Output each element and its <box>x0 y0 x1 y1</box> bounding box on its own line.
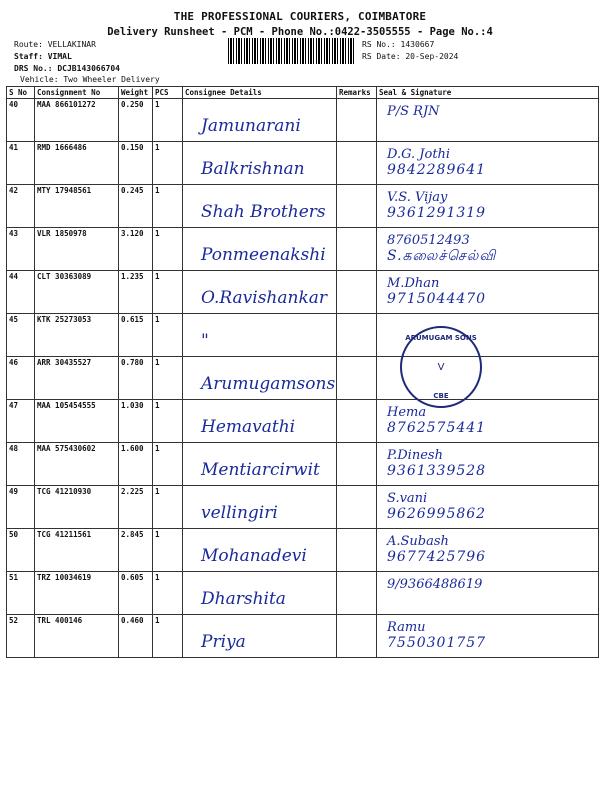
handwritten-signature: M.Dhan <box>387 276 440 291</box>
consignment-cell: RMD 1666486 <box>35 142 119 185</box>
consignee-cell <box>183 529 337 572</box>
remarks-cell <box>337 615 377 658</box>
consignee-handwritten-name: Mentiarcirwit <box>201 460 320 480</box>
drs-label: DRS No.: <box>14 64 53 73</box>
stamp-top: ARUMUGAM SONS <box>405 334 477 342</box>
handwritten-signature: 8760512493 <box>387 233 470 248</box>
route-label: Route: <box>14 40 43 49</box>
consignee-handwritten-name: Ponmeenakshi <box>201 245 326 265</box>
consignee-handwritten-name: O.Ravishankar <box>201 288 328 308</box>
signature-cell <box>377 486 599 529</box>
consignee-cell <box>183 99 337 142</box>
handwritten-phone: 9677425796 <box>387 549 487 565</box>
signature-cell <box>377 443 599 486</box>
consignee-cell <box>183 357 337 400</box>
consignee-handwritten-name: Priya <box>201 632 246 652</box>
consignee-handwritten-name: vellingiri <box>201 503 278 523</box>
pcs-cell: 1 <box>153 271 183 314</box>
pcs-cell: 1 <box>153 142 183 185</box>
consignee-cell <box>183 185 337 228</box>
sno-cell: 44 <box>7 271 35 314</box>
pcs-cell: 1 <box>153 615 183 658</box>
stamp-middle: V <box>437 362 445 373</box>
consignment-cell: TRL 400146 <box>35 615 119 658</box>
staff-line <box>14 52 72 61</box>
drs-line <box>14 64 120 73</box>
consignment-cell: MAA 866101272 <box>35 99 119 142</box>
pcs-cell: 1 <box>153 400 183 443</box>
signature-cell <box>377 615 599 658</box>
consignee-handwritten-name: Balkrishnan <box>201 159 305 179</box>
handwritten-phone: 9361339528 <box>387 463 487 479</box>
table-row <box>7 357 599 400</box>
handwritten-phone: S.கலைச்செல்வி <box>387 248 497 264</box>
sno-cell: 42 <box>7 185 35 228</box>
weight-cell: 1.235 <box>119 271 153 314</box>
sno-cell: 48 <box>7 443 35 486</box>
col-weight: Weight <box>119 87 153 99</box>
handwritten-phone: 9715044470 <box>387 291 487 307</box>
weight-cell: 0.780 <box>119 357 153 400</box>
weight-cell: 1.030 <box>119 400 153 443</box>
table-row <box>7 99 599 142</box>
sno-cell: 46 <box>7 357 35 400</box>
handwritten-phone: 9626995862 <box>387 506 487 522</box>
sno-cell: 41 <box>7 142 35 185</box>
remarks-cell <box>337 228 377 271</box>
weight-cell: 0.250 <box>119 99 153 142</box>
weight-cell: 2.225 <box>119 486 153 529</box>
handwritten-signature: Hema <box>387 405 427 420</box>
weight-cell: 0.615 <box>119 314 153 357</box>
remarks-cell <box>337 99 377 142</box>
sno-cell: 43 <box>7 228 35 271</box>
consignment-cell: CLT 30363089 <box>35 271 119 314</box>
sno-cell: 49 <box>7 486 35 529</box>
col-signature: Seal & Signature <box>377 87 599 99</box>
consignee-cell <box>183 572 337 615</box>
pcs-cell: 1 <box>153 572 183 615</box>
consignment-cell: KTK 25273053 <box>35 314 119 357</box>
route-line <box>14 40 96 49</box>
signature-cell <box>377 572 599 615</box>
vehicle-label: Vehicle: <box>20 75 59 84</box>
handwritten-signature: V.S. Vijay <box>387 190 448 205</box>
rs-no-value: 1430667 <box>400 40 435 49</box>
col-remarks: Remarks <box>337 87 377 99</box>
drs-value: DCJB143066704 <box>57 64 120 73</box>
weight-cell: 3.120 <box>119 228 153 271</box>
sno-cell: 45 <box>7 314 35 357</box>
col-consignee: Consignee Details <box>183 87 337 99</box>
consignee-cell <box>183 314 337 357</box>
handwritten-signature: P.Dinesh <box>387 448 443 463</box>
rs-date-value: 20-Sep-2024 <box>405 52 459 61</box>
table-row <box>7 185 599 228</box>
runsheet-subtitle: Delivery Runsheet - PCM - Phone No.:0422-3505555 - Page No.:4 <box>107 26 493 38</box>
consignment-cell: ARR 30435527 <box>35 357 119 400</box>
sno-cell: 47 <box>7 400 35 443</box>
handwritten-signature: Ramu <box>387 620 426 635</box>
table-row <box>7 271 599 314</box>
weight-cell: 1.600 <box>119 443 153 486</box>
signature-cell <box>377 142 599 185</box>
consignee-cell <box>183 271 337 314</box>
table-row <box>7 443 599 486</box>
rs-no-label: RS No.: <box>362 40 396 49</box>
consignment-cell: TCG 41210930 <box>35 486 119 529</box>
pcs-cell: 1 <box>153 228 183 271</box>
table-header-row <box>7 87 599 99</box>
signature-cell <box>377 529 599 572</box>
remarks-cell <box>337 486 377 529</box>
consignment-cell: MAA 105454555 <box>35 400 119 443</box>
table-row <box>7 142 599 185</box>
sno-cell: 40 <box>7 99 35 142</box>
consignee-handwritten-name: Mohanadevi <box>201 546 307 566</box>
remarks-cell <box>337 572 377 615</box>
table-row <box>7 400 599 443</box>
consignee-handwritten-name: Dharshita <box>201 589 286 609</box>
handwritten-signature: D.G. Jothi <box>387 147 451 162</box>
sno-cell: 50 <box>7 529 35 572</box>
remarks-cell <box>337 185 377 228</box>
table-row <box>7 615 599 658</box>
signature-cell <box>377 99 599 142</box>
vehicle-value: Two Wheeler Delivery <box>63 75 160 84</box>
consignee-cell <box>183 142 337 185</box>
remarks-cell <box>337 271 377 314</box>
col-pcs: PCS <box>153 87 183 99</box>
col-consignment: Consignment No <box>35 87 119 99</box>
handwritten-phone: 8762575441 <box>387 420 487 436</box>
pcs-cell: 1 <box>153 529 183 572</box>
consignee-cell <box>183 486 337 529</box>
consignee-cell <box>183 443 337 486</box>
remarks-cell <box>337 314 377 357</box>
signature-cell <box>377 400 599 443</box>
handwritten-phone: 9361291319 <box>387 205 487 221</box>
table-row <box>7 529 599 572</box>
table-row <box>7 572 599 615</box>
pcs-cell: 1 <box>153 357 183 400</box>
sno-cell: 51 <box>7 572 35 615</box>
pcs-cell: 1 <box>153 314 183 357</box>
pcs-cell: 1 <box>153 443 183 486</box>
barcode <box>228 38 355 64</box>
remarks-cell <box>337 142 377 185</box>
weight-cell: 0.460 <box>119 615 153 658</box>
consignment-cell: VLR 1850978 <box>35 228 119 271</box>
remarks-cell <box>337 357 377 400</box>
consignment-cell: TRZ 10034619 <box>35 572 119 615</box>
stamp-bottom: CBE <box>433 392 449 400</box>
handwritten-signature: P/S RJN <box>387 104 440 119</box>
staff-label: Staff: <box>14 52 43 61</box>
weight-cell: 0.245 <box>119 185 153 228</box>
consignment-cell: MAA 575430602 <box>35 443 119 486</box>
weight-cell: 2.845 <box>119 529 153 572</box>
remarks-cell <box>337 443 377 486</box>
signature-cell <box>377 228 599 271</box>
handwritten-phone: 7550301757 <box>387 635 487 651</box>
handwritten-signature: S.vani <box>387 491 428 506</box>
consignee-handwritten-name: Shah Brothers <box>201 202 326 222</box>
signature-cell <box>377 185 599 228</box>
consignee-cell <box>183 228 337 271</box>
seal-stamp <box>400 326 482 408</box>
company-title: THE PROFESSIONAL COURIERS, COIMBATORE <box>173 10 427 23</box>
table-row <box>7 486 599 529</box>
route-value: VELLAKINAR <box>47 40 96 49</box>
rs-no-line <box>362 40 434 49</box>
consignee-cell <box>183 400 337 443</box>
vehicle-line <box>20 75 160 84</box>
rs-date-label: RS Date: <box>362 52 401 61</box>
col-sno: S No <box>7 87 35 99</box>
remarks-cell <box>337 529 377 572</box>
staff-value: VIMAL <box>47 52 72 61</box>
weight-cell: 0.605 <box>119 572 153 615</box>
table-row <box>7 314 599 357</box>
signature-cell <box>377 271 599 314</box>
pcs-cell: 1 <box>153 99 183 142</box>
consignee-handwritten-name: " <box>201 331 209 351</box>
remarks-cell <box>337 400 377 443</box>
consignee-handwritten-name: Hemavathi <box>201 417 296 437</box>
pcs-cell: 1 <box>153 486 183 529</box>
handwritten-signature: 9/9366488619 <box>387 577 483 592</box>
runsheet-table <box>6 86 599 658</box>
sno-cell: 52 <box>7 615 35 658</box>
consignee-cell <box>183 615 337 658</box>
weight-cell: 0.150 <box>119 142 153 185</box>
handwritten-phone: 9842289641 <box>387 162 487 178</box>
table-row <box>7 228 599 271</box>
rs-date-line <box>362 52 458 61</box>
consignee-handwritten-name: Jamunarani <box>201 116 301 136</box>
handwritten-signature: A.Subash <box>387 534 449 549</box>
pcs-cell: 1 <box>153 185 183 228</box>
consignment-cell: TCG 41211561 <box>35 529 119 572</box>
consignee-handwritten-name: Arumugamsons <box>201 374 336 394</box>
consignment-cell: MTY 17948561 <box>35 185 119 228</box>
